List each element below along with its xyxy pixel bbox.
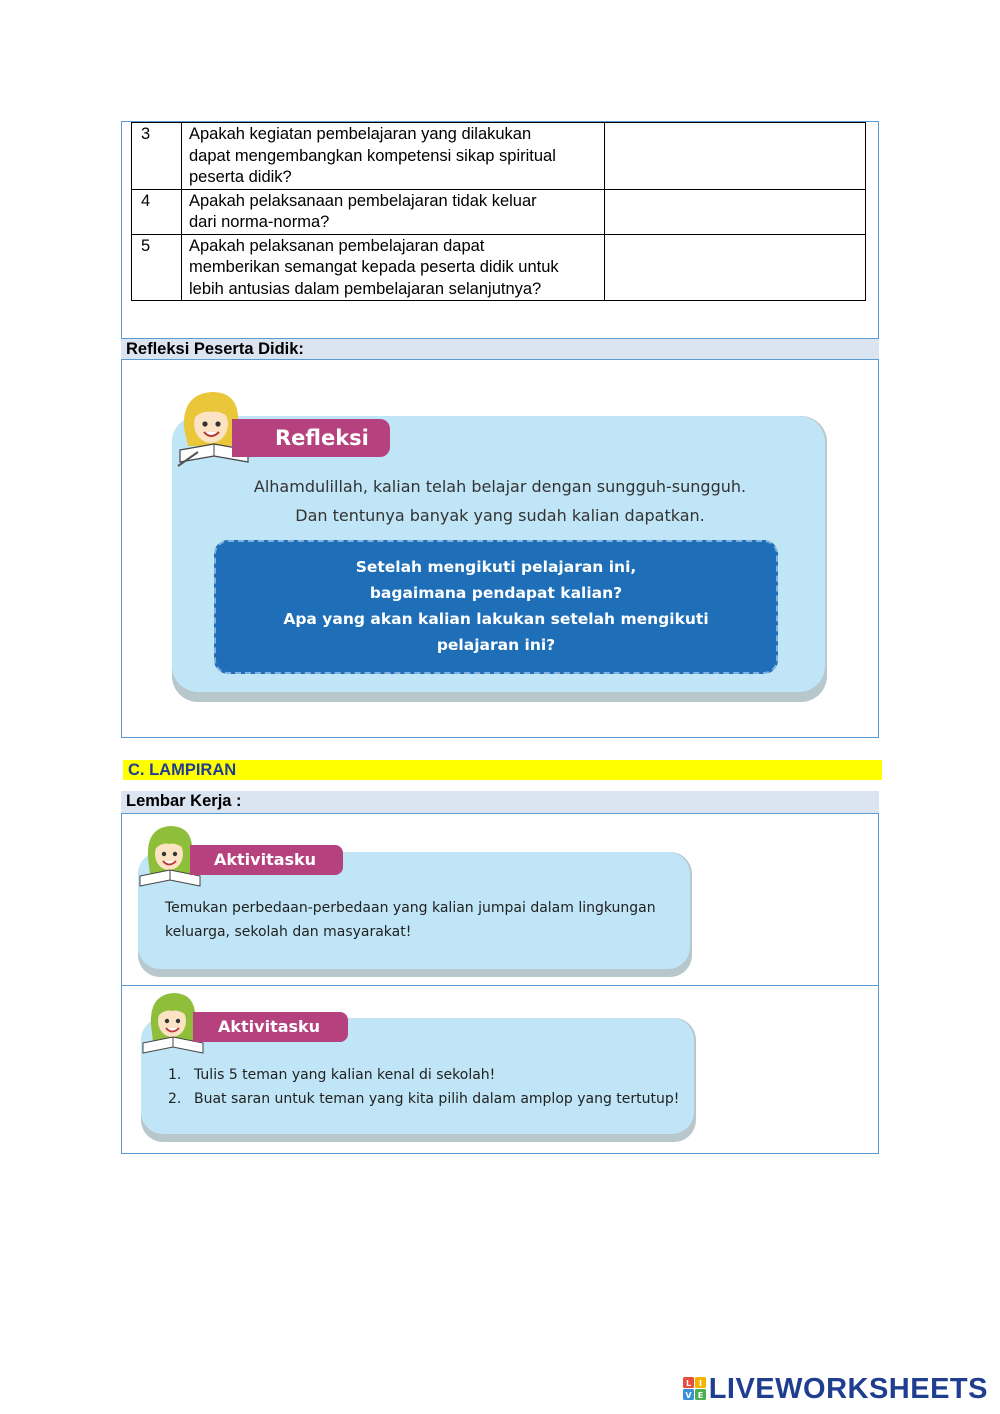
liveworksheets-logo[interactable] — [683, 1372, 988, 1406]
activity1-line: keluarga, sekolah dan masyarakat! — [165, 924, 412, 940]
refleksi-message — [200, 472, 800, 530]
activity2-list — [168, 1063, 688, 1111]
question-line: peserta didik? — [189, 168, 292, 186]
question-table — [131, 122, 866, 301]
item-number: 1. — [168, 1067, 182, 1083]
question-line: dari norma-norma? — [189, 213, 330, 231]
lembar-kerja-header: Lembar Kerja : — [121, 791, 879, 814]
activity-divider — [121, 985, 879, 986]
refleksi-question-line: Apa yang akan kalian lakukan setelah mengikuti — [283, 610, 709, 628]
table-row — [132, 123, 866, 190]
question-text — [182, 189, 605, 234]
activity1-instructions — [165, 896, 685, 944]
section-lampiran-heading: C. LAMPIRAN — [123, 760, 882, 780]
activity2-item — [168, 1087, 688, 1111]
refleksi-question-box — [214, 540, 778, 674]
svg-text:E: E — [697, 1391, 703, 1400]
refleksi-question-line: pelajaran ini? — [436, 636, 556, 654]
table-row — [132, 234, 866, 301]
svg-text:L: L — [685, 1379, 691, 1388]
table-row — [132, 189, 866, 234]
logo-text: LIVEWORKSHEETS — [708, 1372, 988, 1405]
item-text: Buat saran untuk teman yang kita pilih dalam amplop yang tertutup! — [194, 1091, 680, 1107]
row-number: 4 — [132, 189, 182, 234]
question-line: Apakah pelaksanaan pembelajaran tidak keluar — [189, 191, 537, 210]
activity2-item — [168, 1063, 688, 1087]
refleksi-line: Dan tentunya banyak yang sudah kalian dapatkan. — [295, 506, 705, 525]
activity1-line: Temukan perbedaan-perbedaan yang kalian jumpai dalam lingkungan — [165, 900, 656, 916]
question-line: Apakah pelaksanan pembelajaran dapat — [189, 236, 485, 255]
refleksi-question-line: bagaimana pendapat kalian? — [369, 584, 623, 602]
row-number: 5 — [132, 234, 182, 301]
refleksi-header: Refleksi Peserta Didik: — [121, 338, 879, 360]
item-text: Tulis 5 teman yang kalian kenal di sekolah! — [194, 1067, 496, 1083]
refleksi-title: Refleksi — [232, 419, 390, 457]
answer-cell[interactable] — [605, 123, 866, 190]
refleksi-line: Alhamdulillah, kalian telah belajar dengan sungguh-sungguh. — [253, 477, 747, 496]
refleksi-question-line: Setelah mengikuti pelajaran ini, — [355, 558, 637, 576]
svg-text:V: V — [685, 1391, 692, 1400]
question-text — [182, 234, 605, 301]
question-line: dapat mengembangkan kompetensi sikap spiritual — [189, 146, 556, 165]
activity1-title: Aktivitasku — [190, 845, 343, 875]
answer-cell[interactable] — [605, 189, 866, 234]
question-text — [182, 123, 605, 190]
answer-cell[interactable] — [605, 234, 866, 301]
row-number: 3 — [132, 123, 182, 190]
question-line: Apakah kegiatan pembelajaran yang dilakukan — [189, 125, 532, 143]
activity2-title: Aktivitasku — [193, 1012, 348, 1042]
item-number: 2. — [168, 1091, 182, 1107]
svg-text:I: I — [698, 1379, 702, 1388]
question-line: memberikan semangat kepada peserta didik untuk — [189, 258, 559, 276]
question-line: lebih antusias dalam pembelajaran selanjutnya? — [189, 279, 542, 298]
live-badge-icon — [683, 1377, 707, 1401]
